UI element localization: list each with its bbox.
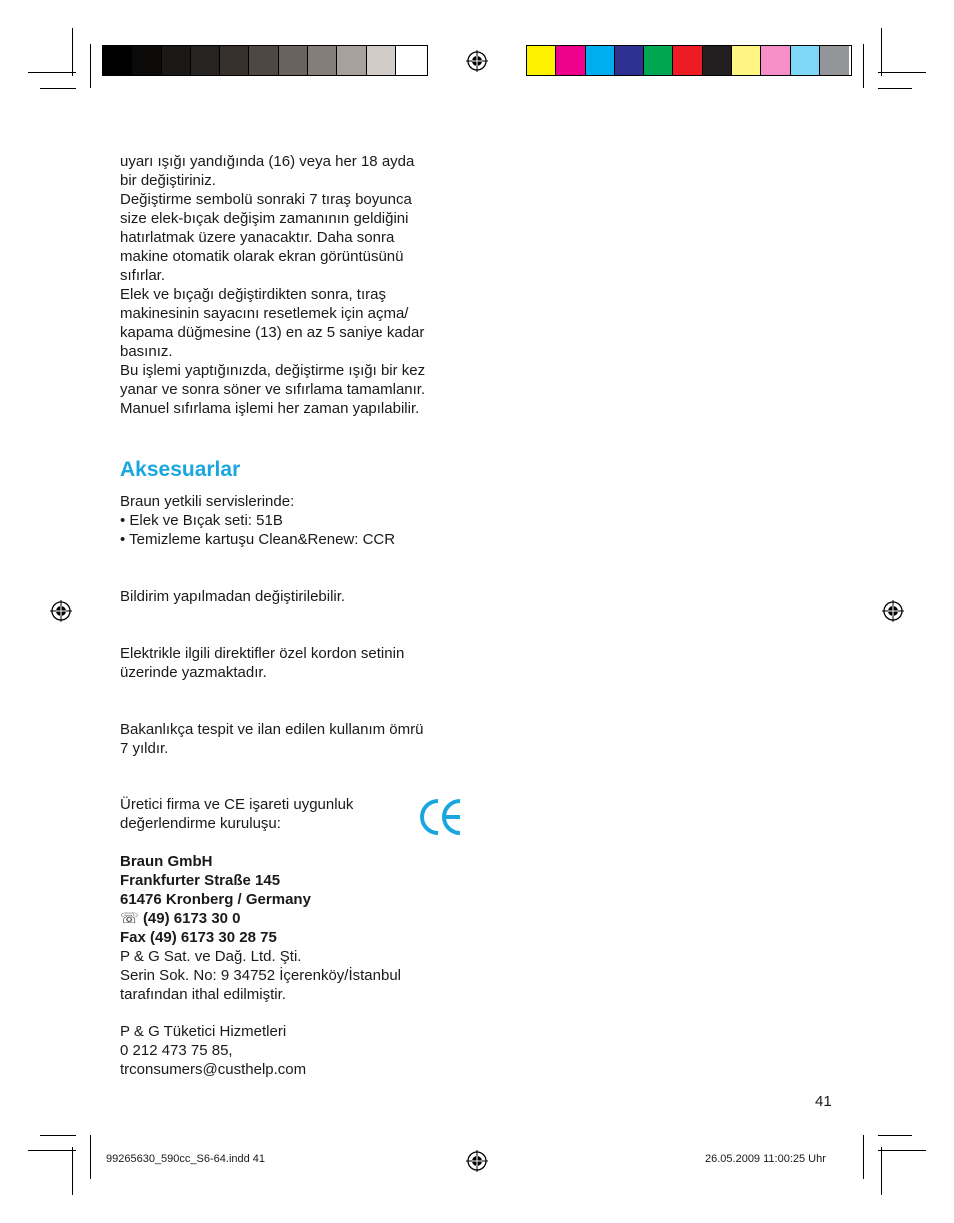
color-swatch: [367, 46, 396, 75]
footer-file-info: 99265630_590cc_S6-64.indd 41: [106, 1153, 266, 1165]
crop-mark: [878, 1150, 926, 1151]
body-paragraph: Elek ve bıçağı değiştirdikten sonra, tıraş makinesinin sayacını resetlemek için açma/ kapama düğmesine (13) en az 5 saniye kadar basınız.: [120, 286, 425, 360]
notice-electric: Elektrikle ilgili direktifler özel kordon setinin üzerinde yazmaktadır.: [120, 645, 405, 681]
company-street: Frankfurter Straße 145: [120, 872, 281, 889]
accessories-intro: Braun yetkili servislerinde:: [120, 493, 295, 510]
company-phone: ☏ (49) 6173 30 0: [120, 910, 241, 927]
body-text: [120, 152, 480, 418]
color-swatch: [644, 46, 673, 75]
notice-lifetime: Bakanlıkça tespit ve ilan edilen kullanım ömrü 7 yıldır.: [120, 721, 424, 757]
process-color-bar: [526, 45, 852, 76]
color-swatch: [191, 46, 220, 75]
color-swatch: [556, 46, 585, 75]
crop-mark: [40, 1135, 76, 1136]
svg-text:CE: CE: [418, 798, 420, 799]
page-number: 41: [815, 1093, 832, 1110]
color-swatch: [703, 46, 732, 75]
color-swatch: [279, 46, 308, 75]
notice-change: Bildirim yapılmadan değiştirilebilir.: [120, 588, 346, 605]
manufacturer-intro: Üretici firma ve CE işareti uygunluk değerlendirme kuruluşu:: [120, 796, 354, 832]
company-city: 61476 Kronberg / Germany: [120, 891, 311, 908]
footer-timestamp: 26.05.2009 11:00:25 Uhr: [705, 1153, 826, 1165]
color-swatch: [220, 46, 249, 75]
crop-mark: [878, 72, 926, 73]
body-paragraph: uyarı ışığı yandığında (16) veya her 18 ayda bir değiştiriniz.: [120, 153, 415, 189]
color-swatch: [337, 46, 366, 75]
body-paragraph: Değiştirme sembolü sonraki 7 tıraş boyunca size elek-bıçak değişim zamanının geldiğini hatırlatmak üzere yanacaktır. Daha sonra makine otomatik olarak ekran görüntüsünü sıfırlar.: [120, 191, 412, 284]
color-swatch: [308, 46, 337, 75]
crop-mark: [881, 28, 882, 76]
crop-mark: [28, 1150, 76, 1151]
crop-mark: [863, 44, 864, 88]
list-item: • Temizleme kartuşu Clean&Renew: CCR: [120, 531, 396, 548]
body-paragraph: Bu işlemi yaptığınızda, değiştirme ışığı bir kez yanar ve sonra söner ve sıfırlama tamamlanır. Manuel sıfırlama işlemi her zaman yapılabilir.: [120, 362, 426, 417]
registration-mark-icon: [882, 600, 904, 622]
crop-mark: [878, 1135, 912, 1136]
color-swatch: [249, 46, 278, 75]
color-swatch: [162, 46, 191, 75]
color-swatch: [791, 46, 820, 75]
manufacturer-address: [120, 852, 470, 947]
crop-mark: [863, 1135, 864, 1179]
crop-mark: [28, 72, 76, 73]
ce-mark-icon: [418, 798, 464, 836]
registration-mark-icon: [466, 1150, 488, 1172]
color-swatch: [103, 46, 132, 75]
consumer-services: P & G Tüketici Hizmetleri 0 212 473 75 85, trconsumers@custhelp.com: [120, 1023, 307, 1078]
grayscale-color-bar: [102, 45, 428, 76]
accessories-list: [120, 492, 470, 549]
color-swatch: [732, 46, 761, 75]
section-heading-accessories: Aksesuarlar: [120, 458, 241, 481]
crop-mark: [90, 44, 91, 88]
color-swatch: [396, 46, 425, 75]
crop-mark: [90, 1135, 91, 1179]
color-swatch: [132, 46, 161, 75]
crop-mark: [878, 88, 912, 89]
company-fax: Fax (49) 6173 30 28 75: [120, 929, 277, 946]
crop-mark: [72, 1147, 73, 1195]
list-item: • Elek ve Bıçak seti: 51B: [120, 512, 283, 529]
color-swatch: [586, 46, 615, 75]
color-swatch: [673, 46, 702, 75]
color-swatch: [527, 46, 556, 75]
company-name: Braun GmbH: [120, 853, 213, 870]
registration-mark-icon: [466, 50, 488, 72]
bullet-icon: •: [120, 512, 130, 529]
crop-mark: [72, 28, 73, 76]
color-swatch: [761, 46, 790, 75]
color-swatch: [615, 46, 644, 75]
crop-mark: [40, 88, 76, 89]
importer-info: P & G Sat. ve Dağ. Ltd. Şti. Serin Sok. No: 9 34752 İçerenköy/İstanbul tarafından ithal edilmiştir.: [120, 948, 402, 1003]
bullet-icon: •: [120, 531, 130, 548]
registration-mark-icon: [50, 600, 72, 622]
phone-icon: ☏: [120, 910, 139, 927]
color-swatch: [820, 46, 849, 75]
crop-mark: [881, 1147, 882, 1195]
